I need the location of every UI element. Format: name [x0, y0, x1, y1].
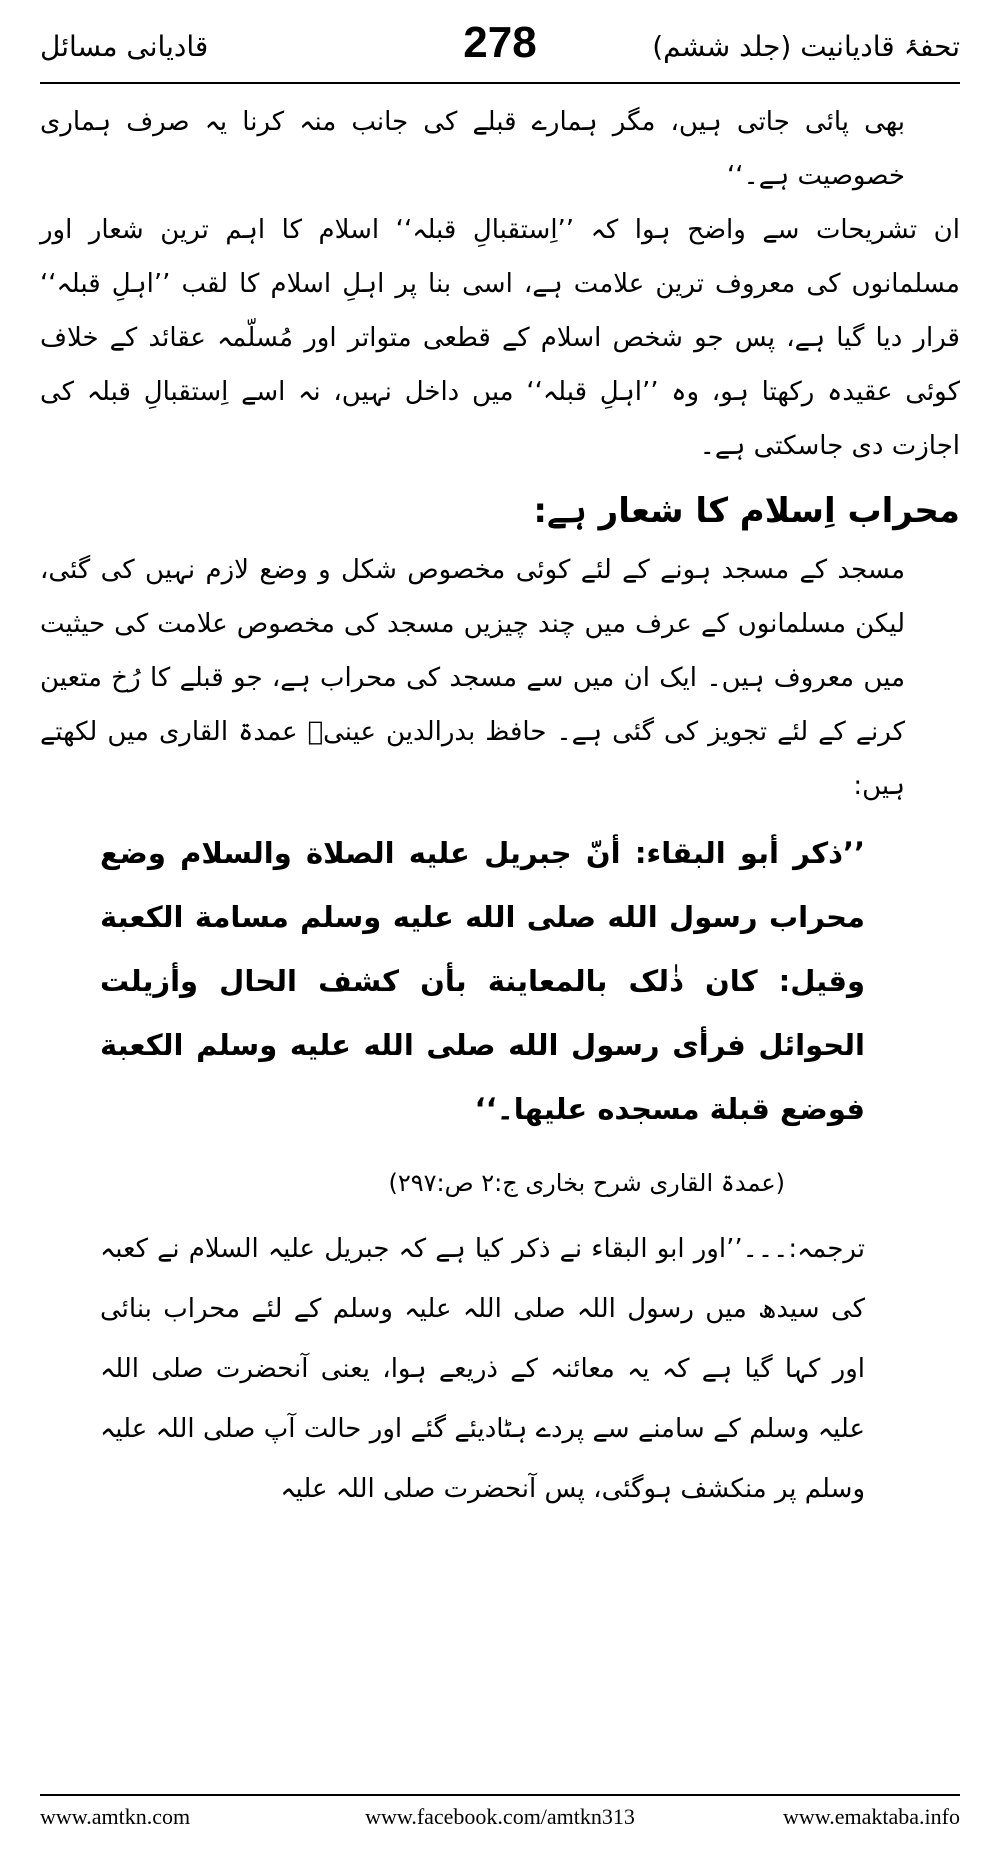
page-header — [40, 18, 960, 78]
paragraph-1: بھی پائی جاتی ہیں، مگر ہمارے قبلے کی جانب منہ کرنا یہ صرف ہماری خصوصیت ہے۔‘‘ — [40, 107, 905, 191]
section-heading: محراب اِسلام کا شعار ہے: — [533, 491, 960, 531]
footer-divider — [40, 1794, 960, 1796]
header-book-title: تحفۂ قادیانیت (جلد ششم) — [652, 30, 960, 63]
page-body — [40, 95, 960, 1519]
header-divider — [40, 82, 960, 84]
footer-link-facebook[interactable]: www.facebook.com/amtkn313 — [365, 1804, 635, 1829]
paragraph-2: ان تشریحات سے واضح ہوا کہ ’’اِستقبالِ قبلہ‘‘ اسلام کا اہم ترین شعار اور مسلمانوں کی معروف ترین علامت ہے، اسی بنا پر اہلِ اسلام کا لقب ’’اہلِ قبلہ‘‘ قرار دیا گیا ہے، پس جو شخص اسلام کے قطعی متواتر اور مُسلّمہ عقائد کے خلاف کوئی عقیدہ رکھتا ہو، وہ ’’اہلِ قبلہ‘‘ میں داخل نہیں، نہ اسے اِستقبالِ قبلہ کی اجازت دی جاسکتی ہے۔ — [40, 215, 960, 461]
header-left-title: قادیانی مسائل — [40, 30, 209, 63]
footer-link-emaktaba[interactable]: www.emaktaba.info — [783, 1804, 960, 1829]
translation-paragraph: ترجمہ:۔۔۔’’اور ابو البقاء نے ذکر کیا ہے کہ جبریل علیہ السلام نے کعبہ کی سیدھ میں رسول اللہ صلی اللہ علیہ وسلم کے لئے محراب بنائی اور کہا گیا ہے کہ یہ معائنہ کے ذریعے ہوا، یعنی آنحضرت صلی اللہ علیہ وسلم کے سامنے سے پردے ہٹادیئے گئے اور حالت آپ صلی اللہ علیہ وسلم پر منکشف ہوگئی، پس آنحضرت صلی اللہ علیہ — [100, 1234, 865, 1504]
page-number: 278 — [463, 18, 537, 67]
page-footer — [40, 1804, 960, 1834]
paragraph-3: مسجد کے مسجد ہونے کے لئے کوئی مخصوص شکل و وضع لازم نہیں کی گئی، لیکن مسلمانوں کے عرف میں چند چیزیں مسجد کی مخصوص علامت کی حیثیت میں معروف ہیں۔ ایک ان میں سے مسجد کی محراب ہے، جو قبلے کا رُخ متعین کرنے کے لئے تجویز کی گئی ہے۔ حافظ بدرالدین عینیؒ عمدۃ القاری میں لکھتے ہیں: — [40, 555, 905, 801]
footer-link-amtkn[interactable]: www.amtkn.com — [40, 1804, 191, 1829]
quote-reference: (عمدۃ القاری شرح بخاری ج:۲ ص:۲۹۷) — [388, 1169, 785, 1197]
arabic-quote: ’’ذکر أبو البقاء: أنّ جبریل علیه الصلاة والسلام وضع محراب رسول الله صلی الله علیه وسلم مسامة الکعبة وقیل: کان ذٰلک بالمعاینة بأن کشف الحال وأزیلت الحوائل فرأی رسول الله صلی الله علیه وسلم الکعبة فوضع قبلة مسجده علیها۔‘‘ — [100, 836, 865, 1126]
